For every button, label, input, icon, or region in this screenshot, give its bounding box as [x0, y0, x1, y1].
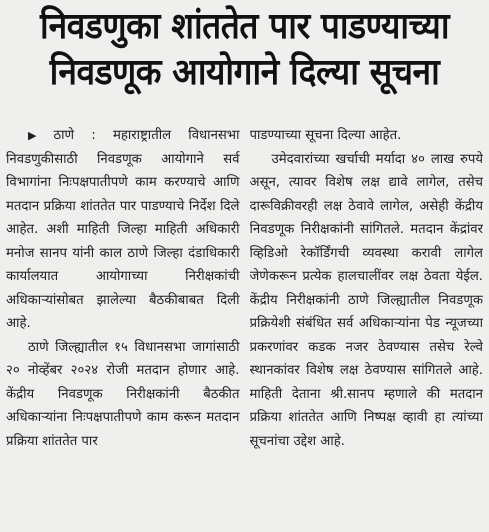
- headline-line-2: निवडणूक आयोगाने दिल्या सूचना: [49, 52, 440, 93]
- paragraph-text: ठाणे : महाराष्ट्रातील विधानसभा निवडणुकीसाठी निवडणूक आयोगाने सर्व विभागांना निःपक्षपातीपणे काम करण्याचे आणि मतदान प्रक्रिया शांततेत पार पाडण्याचे निर्देश दिले आहेत. अशी माहिती जिल्हा माहिती अधिकारी मनोज सानप यांनी काल ठाणे जिल्हा दंडाधिकारी कार्यालयात आयोगाच्या निरीक्षकांची अधिकाऱ्यांसोबत झालेल्या बैठकीबाबत दिली आहे.: [6, 128, 240, 331]
- article-body: [6, 124, 483, 528]
- headline-line-1: निवडणुका शांततेत पार पाडण्याच्या: [39, 6, 450, 47]
- headline: [0, 0, 489, 96]
- paragraph-dateline: [6, 124, 240, 336]
- paragraph: उमेदवारांच्या खर्चाची मर्यादा ४० लाख रुपये असून, त्यावर विशेष लक्ष द्यावे लागेल, तसेच दारूविक्रीवरही लक्ष ठेवावे लागेल, असेही केंद्रीय निवडणूक निरीक्षकांनी सांगितले. मतदान केंद्रांवर व्हिडिओ रेकॉर्डिंगची व्यवस्था करावी लागेल जेणेकरून प्रत्येक हालचालींवर लक्ष ठेवता येईल. केंद्रीय निरीक्षकांनी ठाणे जिल्ह्यातील निवडणूक प्रक्रियेशी संबंधित सर्व अधिकाऱ्यांना पेड न्यूजच्या प्रकरणांवर कडक नजर ठेवण्यास तसेच रेल्वे स्थानकांवर विशेष लक्ष ठेवण्यास सांगितले आहे. माहिती देताना श्री.सानप म्हणाले की मतदान प्रक्रिया शांततेत आणि निष्पक्ष व्हावी हा त्यांच्या सूचनांचा उद्देश आहे.: [249, 151, 483, 449]
- bullet-marker-icon: ▶: [28, 129, 50, 142]
- article-column-right: [250, 124, 484, 528]
- article-column-left: [6, 124, 240, 528]
- paragraph: पाडण्याच्या सूचना दिल्या आहेत.: [249, 128, 402, 143]
- paragraph: ठाणे जिल्ह्यातील १५ विधानसभा जागांसाठी २० नोव्हेंबर २०२४ रोजी मतदान होणार आहे. केंद्रीय निवडणूक निरीक्षकांनी बैठकीत अधिकाऱ्यांना निःपक्षपातीपणे काम करून मतदान प्रक्रिया शांततेत पार: [6, 339, 240, 449]
